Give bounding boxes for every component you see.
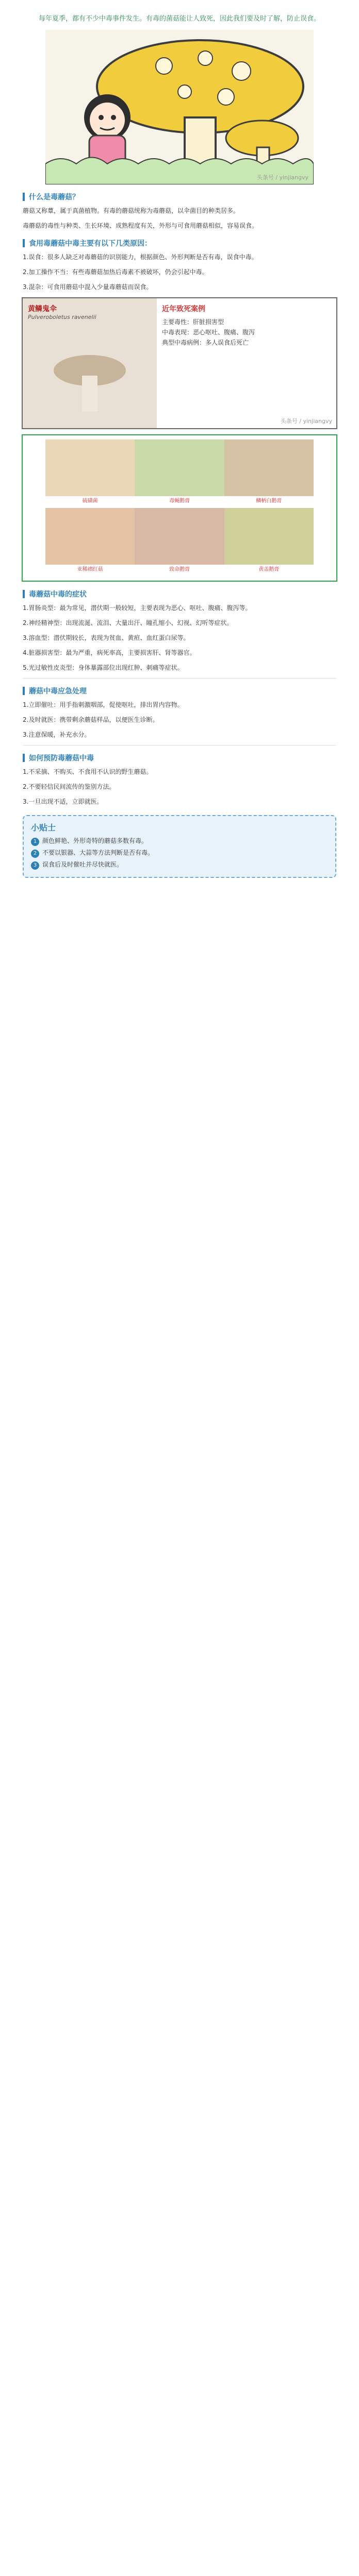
mushroom-cell — [135, 439, 224, 504]
mushroom-caption: 黄盖鹅膏 — [258, 567, 280, 572]
section-2-paragraph-1: 1.误食：很多人缺乏对毒蘑菇的识别能力，根据颜色、外形判断是否有毒，误食中毒。 — [23, 253, 258, 261]
section-5-paragraph-2: 2.不要轻信民间流传的鉴别方法。 — [23, 783, 116, 790]
title-bar — [23, 590, 25, 598]
section-5-paragraph-1: 1.不采摘、不购买、不食用不认识的野生蘑菇。 — [23, 768, 153, 775]
mushroom-grid-row-2 — [45, 508, 314, 572]
mushroom-cell — [224, 439, 314, 504]
section-2-paragraph-3: 3.混杂：可食用蘑菇中混入少量毒蘑菇而误食。 — [23, 283, 153, 291]
mushroom-photo — [45, 508, 135, 565]
section-title-3 — [23, 589, 336, 599]
section-3-paragraph-5: 5.光过敏性皮炎型：身体暴露部位出现红肿、刺痛等症状。 — [23, 664, 184, 671]
tip-text: 颜色鲜艳、外形奇特的蘑菇多数有毒。 — [42, 837, 148, 844]
mushroom-photo — [45, 439, 135, 496]
hero-illustration — [45, 30, 314, 184]
section-4-paragraph-3: 3.注意保暖，补充水分。 — [23, 731, 91, 738]
section-title-text: 什么是毒蘑菇？ — [29, 193, 79, 201]
page — [0, 13, 359, 2576]
tip-number-icon: 3 — [31, 861, 39, 870]
mushroom-cell — [224, 508, 314, 572]
tip-text: 误食后及时催吐并尽快就医。 — [42, 861, 123, 868]
section-3-paragraph-2: 2.神经精神型：出现流涎、流泪、大量出汗、瞳孔缩小、幻视、幻听等症状。 — [23, 619, 233, 626]
mushroom-photo — [135, 439, 224, 496]
mushroom-caption: 硫磺菌 — [82, 498, 98, 504]
section-4-paragraph-1: 1.立即催吐：用手指刺激咽部，促使呕吐，排出胃内容物。 — [23, 701, 184, 708]
tips-title: 小贴士 — [31, 823, 56, 833]
mushroom-photo — [135, 508, 224, 565]
tips-box — [23, 815, 336, 878]
section-title-text: 毒蘑菇中毒的症状 — [29, 590, 87, 599]
title-bar — [23, 239, 25, 247]
section-5-paragraph-3: 3.一旦出现不适，立即就医。 — [23, 798, 103, 805]
mushroom-photo — [23, 298, 157, 428]
mushroom-caption: 鳞柄白鹅膏 — [256, 498, 282, 504]
poison-mushroom-info-card — [22, 297, 337, 429]
section-3-paragraph-1: 1.胃肠炎型：最为常见，潜伏期一般较短，主要表现为恶心、呕吐、腹痛、腹泻等。 — [23, 604, 252, 612]
mushroom-caption: 致命鹅膏 — [169, 567, 190, 572]
tip-number-icon: 1 — [31, 838, 39, 846]
tip-item — [31, 848, 328, 858]
tip-number-icon: 2 — [31, 850, 39, 858]
section-title-text: 蘑菇中毒应急处理 — [29, 687, 87, 696]
mushroom-info — [162, 303, 331, 348]
mushroom-caption: 毒蝇鹅膏 — [169, 498, 190, 504]
tip-item — [31, 836, 328, 846]
section-2-paragraph-2: 2.加工操作不当：有些毒蘑菇加热后毒素不被破坏，仍会引起中毒。 — [23, 268, 208, 276]
section-title-4 — [23, 686, 336, 696]
watermark: 头条号 / yinjiangvy — [256, 174, 308, 181]
mushroom-grid — [22, 434, 337, 582]
section-3-paragraph-4: 4.脏器损害型：最为严重，病死率高，主要损害肝、肾等器官。 — [23, 649, 196, 656]
section-3-paragraph-3: 3.溶血型：潜伏期较长，表现为贫血、黄疸、血红蛋白尿等。 — [23, 634, 190, 641]
mushroom-photo — [224, 439, 314, 496]
mushroom-caption: 亚稀褶红菇 — [77, 567, 103, 572]
separator — [23, 678, 336, 679]
section-title-5 — [23, 753, 336, 763]
section-1-paragraph-1: 蘑菇又称蕈，属于真菌植物。有毒的蘑菇统称为毒蘑菇，以伞菌目的种类居多。 — [23, 207, 240, 214]
mushroom-grid-row-1 — [45, 439, 314, 504]
section-1-paragraph-2: 毒蘑菇的毒性与种类、生长环境、成熟程度有关，外形与可食用蘑菇相似，容易误食。 — [23, 222, 258, 229]
info-line-1: 主要毒性：肝脏损害型 — [162, 318, 224, 326]
tip-item — [31, 860, 328, 870]
intro-text: 每年夏季，都有不少中毒事件发生。有毒的菌菇能让人致死，因此我们要及时了解，防止误食。 — [38, 15, 320, 23]
mushroom-photo — [224, 508, 314, 565]
mushroom-cell — [45, 439, 135, 504]
mushroom-cell — [135, 508, 224, 572]
info-line-3: 典型中毒病例：多人误食后死亡 — [162, 339, 249, 346]
title-bar — [23, 754, 25, 762]
mushroom-latin: Pulveroboletus ravenelii — [28, 314, 96, 320]
title-bar — [23, 193, 25, 201]
info-line-2: 中毒表现：恶心呕吐、腹痛、腹泻 — [162, 329, 255, 336]
mushroom-cell — [45, 508, 135, 572]
info-title: 近年致死案例 — [162, 305, 205, 313]
section-4-paragraph-2: 2.及时就医：携带剩余蘑菇样品，以便医生诊断。 — [23, 716, 159, 723]
tip-text: 不要以银器、大蒜等方法判断是否有毒。 — [42, 849, 154, 856]
section-title-text: 食用毒蘑菇中毒主要有以下几类原因： — [29, 240, 152, 248]
mushroom-cartoon — [45, 30, 314, 184]
section-title-text: 如何预防毒蘑菇中毒 — [29, 754, 94, 762]
mushroom-name: 黄鳞鬼伞 — [28, 305, 57, 313]
section-title-2 — [23, 238, 336, 248]
section-title-1 — [23, 192, 336, 202]
title-bar — [23, 687, 25, 695]
watermark: 头条号 / yinjiangvy — [280, 418, 332, 425]
